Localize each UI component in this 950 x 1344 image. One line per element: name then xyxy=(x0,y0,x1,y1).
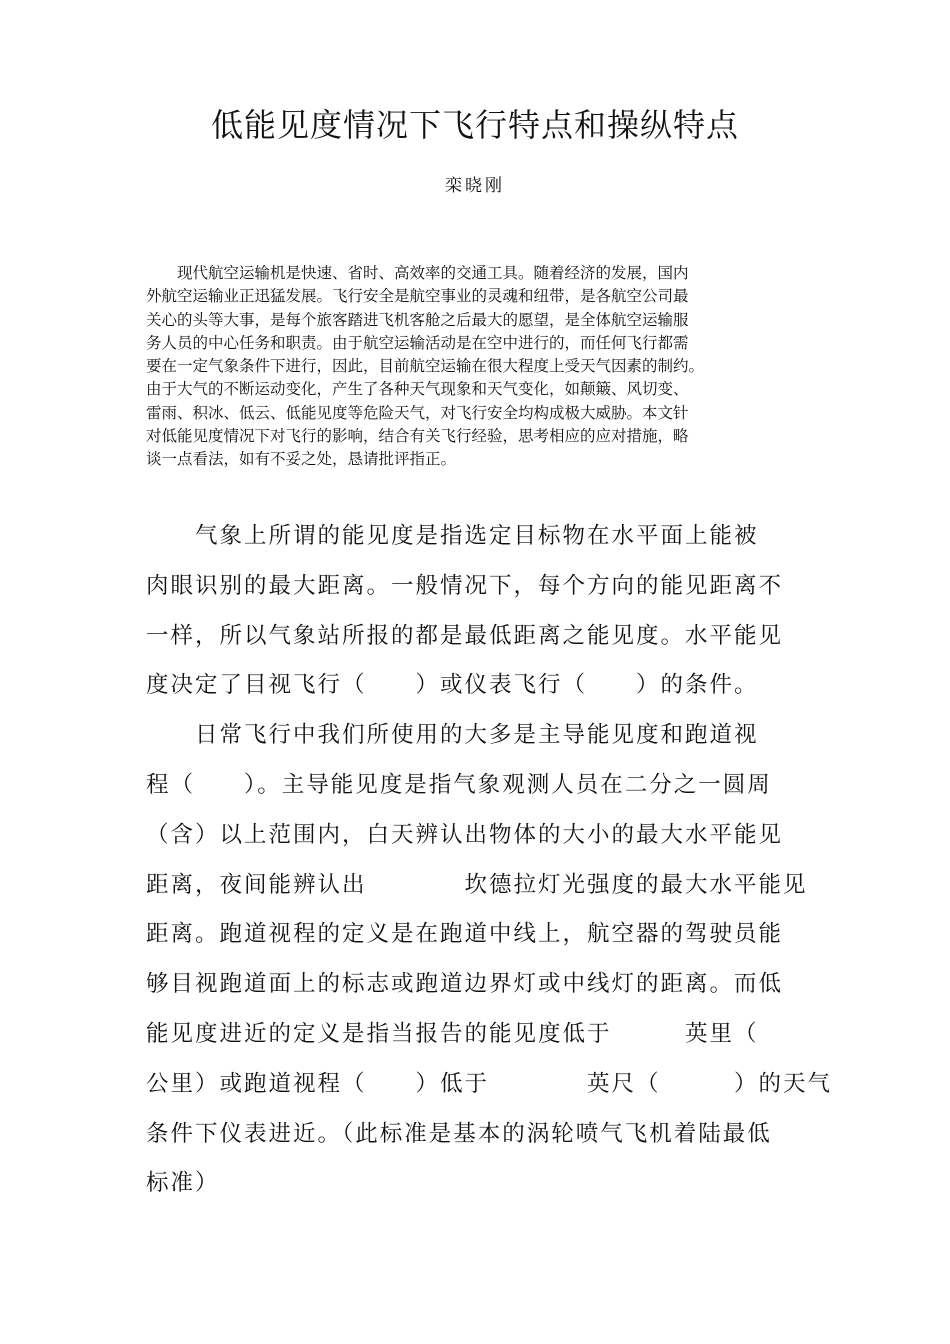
body-line: 日常飞行中我们所使用的大多是主导能见度和跑道视 xyxy=(146,722,759,749)
body-line: 距离。跑道视程的定义是在跑道中线上，航空器的驾驶员能 xyxy=(146,921,784,948)
body-line: 肉眼识别的最大距离。一般情况下，每个方向的能见距离不 xyxy=(146,572,784,599)
body-line: 程（ ）。主导能见度是指气象观测人员在二分之一圆周 xyxy=(146,771,772,798)
body-line: （含）以上范围内，白天辨认出物体的大小的最大水平能见 xyxy=(146,821,784,848)
body-line: 够目视跑道面上的标志或跑道边界灯或中线灯的距离。而低 xyxy=(146,971,784,998)
abstract-paragraph xyxy=(146,262,826,472)
body-line: 能见度进近的定义是指当报告的能见度低于 英里（ xyxy=(146,1020,759,1047)
body-text xyxy=(146,512,846,1209)
abstract-line: 要在一定气象条件下进行，因此，目前航空运输在很大程度上受天气因素的制约。 xyxy=(146,357,705,376)
body-line: 距离，夜间能辨认出 坎德拉灯光强度的最大水平能见 xyxy=(146,871,808,898)
document-author: 栾晓刚 xyxy=(445,176,505,196)
abstract-line: 由于大气的不断运动变化，产生了各种天气现象和天气变化，如颠簸、风切变、 xyxy=(146,380,689,399)
abstract-line: 关心的头等大事，是每个旅客踏进飞机客舱之后最大的愿望，是全体航空运输服 xyxy=(146,310,689,329)
abstract-line: 务人员的中心任务和职责。由于航空运输活动是在空中进行的，而任何飞行都需 xyxy=(146,333,689,352)
body-line: 气象上所谓的能见度是指选定目标物在水平面上能被 xyxy=(146,523,759,549)
abstract-line: 外航空运输业正迅猛发展。飞行安全是航空事业的灵魂和纽带，是各航空公司最 xyxy=(146,287,689,306)
body-line: 度决定了目视飞行（ ）或仪表飞行（ ）的条件。 xyxy=(146,672,759,699)
body-line: 标准） xyxy=(146,1170,220,1197)
abstract-line: 谈一点看法，如有不妥之处，恳请批评指正。 xyxy=(146,450,457,469)
body-line: 公里）或跑道视程（ ）低于 英尺（ ）的天气 xyxy=(146,1070,833,1097)
document-title: 低能见度情况下飞行特点和操纵特点 xyxy=(210,106,739,144)
abstract-line: 雷雨、积冰、低云、低能见度等危险天气，对飞行安全均构成极大威胁。本文针 xyxy=(146,403,689,422)
body-line: 条件下仪表进近。（此标准是基本的涡轮喷气飞机着陆最低 xyxy=(146,1120,772,1147)
body-line: 一样，所以气象站所报的都是最低距离之能见度。水平能见 xyxy=(146,622,784,649)
abstract-line: 对低能见度情况下对飞行的影响，结合有关飞行经验，思考相应的应对措施，略 xyxy=(146,427,689,446)
abstract-line: 现代航空运输机是快速、省时、高效率的交通工具。随着经济的发展，国内 xyxy=(146,264,689,282)
